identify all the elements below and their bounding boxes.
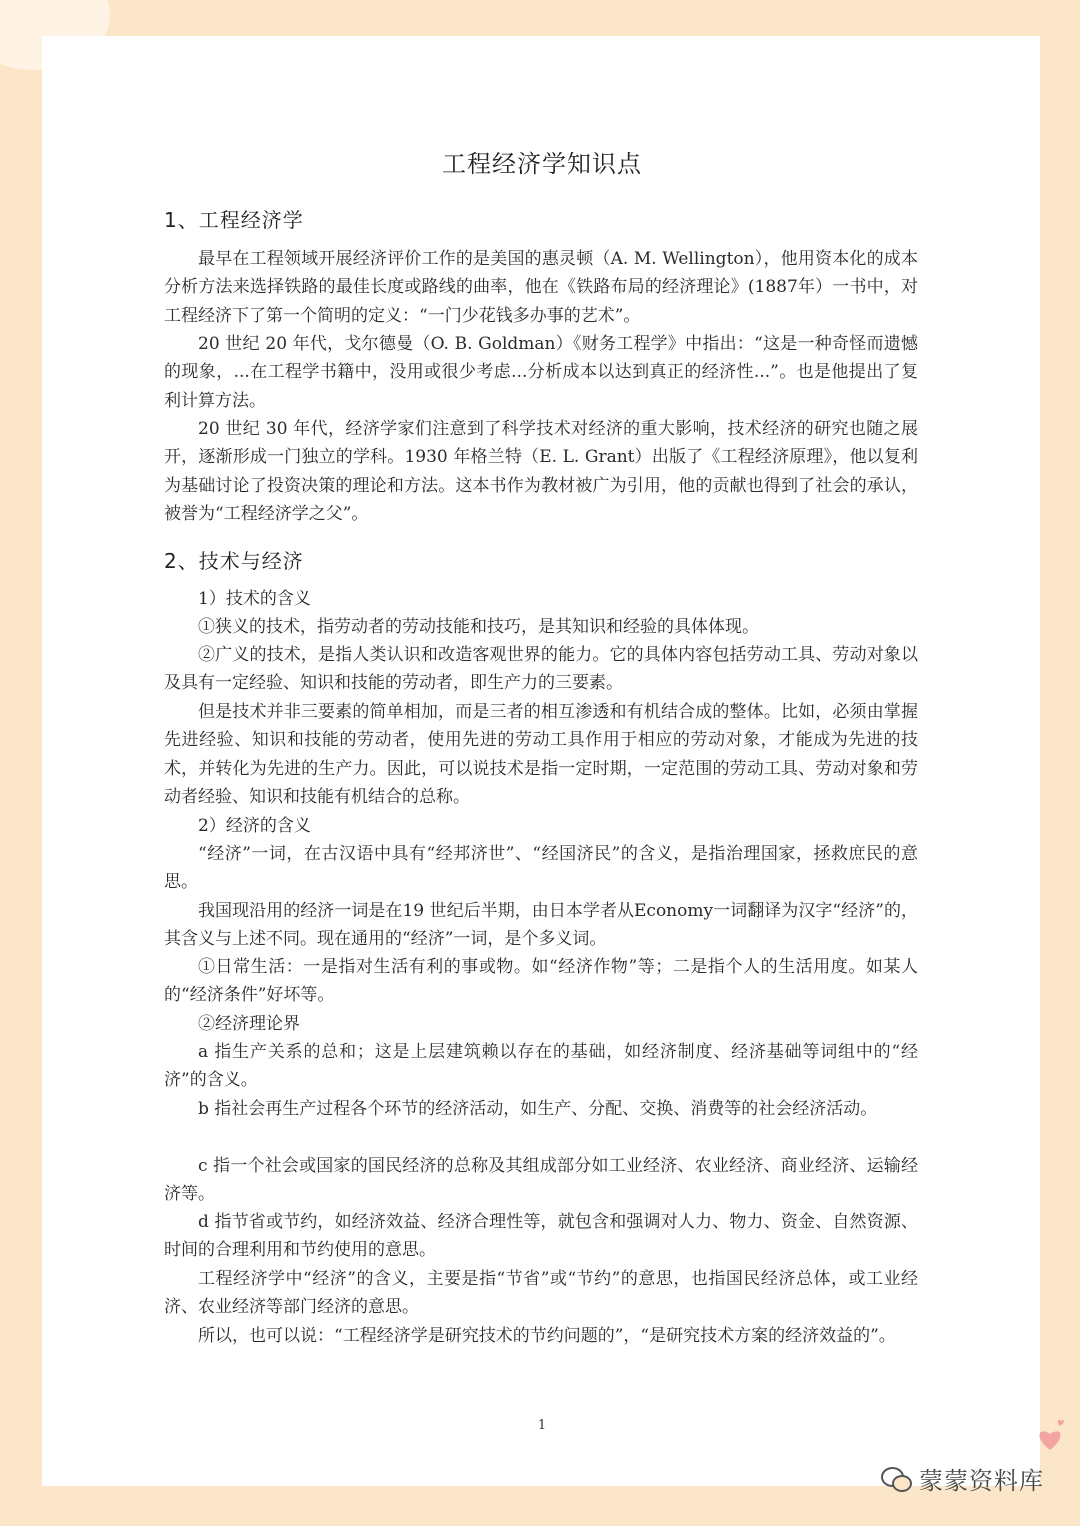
paragraph: d 指节省或节约，如经济效益、经济合理性等，就包含和强调对人力、物力、资金、自然资源、时间的合理利用和节约使用的意思。 xyxy=(164,1212,918,1261)
section-heading-1: 1、工程经济学 xyxy=(164,208,304,232)
paragraph: c 指一个社会或国家的国民经济的总称及其组成部分如工业经济、农业经济、商业经济、运输经济等。 xyxy=(164,1156,918,1205)
page-number: 1 xyxy=(537,1418,547,1433)
paragraph: 20 世纪 30 年代，经济学家们注意到了科学技术对经济的重大影响，技术经济的研究也随之展开，逐渐形成一门独立的学科。1930 年格兰特（E. L. Grant）出版了《工程经济原理》，他以复利为基础讨论了投资决策的理论和方法。这本书作为教材被广为引用，他的贡献也得到了社会的承认，被誉为“工程经济学之父”。 xyxy=(164,419,918,524)
wechat-icon xyxy=(881,1467,911,1491)
paragraph: a 指生产关系的总和；这是上层建筑赖以存在的基础，如经济制度、经济基础等词组中的“经济”的含义。 xyxy=(164,1042,918,1091)
section-heading-2: 2、技术与经济 xyxy=(164,549,304,573)
paragraph: 但是技术并非三要素的简单相加，而是三者的相互渗透和有机结合成的整体。比如，必须由掌握先进经验、知识和技能的劳动者，使用先进的劳动工具作用于相应的劳动对象，才能成为先进的技术，并转化为先进的生产力。因此，可以说技术是指一定时期，一定范围的劳动工具、劳动对象和劳动者经验、知识和技能有机结合的总称。 xyxy=(164,702,918,807)
document-title: 工程经济学知识点 xyxy=(442,150,642,178)
paragraph: 工程经济学中“经济”的含义，主要是指“节省”或“节约”的意思，也指国民经济总体，或工业经济、农业经济等部门经济的意思。 xyxy=(164,1269,918,1318)
paragraph: ①日常生活：一是指对生活有利的事或物。如“经济作物”等；二是指个人的生活用度。如某人的“经济条件”好坏等。 xyxy=(164,957,918,1006)
paragraph: 我国现沿用的经济一词是在19 世纪后半期，由日本学者从Economy一词翻译为汉字“经济”的，其含义与上述不同。现在通用的“经济”一词，是个多义词。 xyxy=(164,901,918,950)
watermark-text: 蒙蒙资料库 xyxy=(919,1467,1044,1495)
subheading: ②经济理论界 xyxy=(198,1014,300,1034)
paragraph: 20 世纪 20 年代，戈尔德曼（O. B. Goldman）《财务工程学》中指出：“这是一种奇怪而遗憾的现象，...在工程学书籍中，没用或很少考虑...分析成本以达到真正的经济性...”。也是他提出了复利计算方法。 xyxy=(164,334,918,411)
subheading: 2）经济的含义 xyxy=(198,816,311,836)
paragraph: ①狭义的技术，指劳动者的劳动技能和技巧，是其知识和经验的具体体现。 xyxy=(198,617,759,637)
subheading: 1）技术的含义 xyxy=(198,589,311,609)
paragraph: b 指社会再生产过程各个环节的经济活动，如生产、分配、交换、消费等的社会经济活动。 xyxy=(198,1099,878,1119)
paragraph: 最早在工程领域开展经济评价工作的是美国的惠灵顿（A. M. Wellington），他用资本化的成本分析方法来选择铁路的最佳长度或路线的曲率，他在《铁路布局的经济理论》(1887年）一书中，对工程经济下了第一个简明的定义：“一门少花钱多办事的艺术”。 xyxy=(164,249,918,326)
document-page xyxy=(42,36,1040,1486)
watermark xyxy=(881,1461,1044,1496)
paragraph: 所以，也可以说：“工程经济学是研究技术的节约问题的”，“是研究技术方案的经济效益的”。 xyxy=(198,1326,896,1346)
paragraph: “经济”一词，在古汉语中具有“经邦济世”、“经国济民”的含义，是指治理国家，拯救庶民的意思。 xyxy=(164,844,918,893)
heart-decoration-icon xyxy=(1030,1416,1070,1456)
paragraph: ②广义的技术，是指人类认识和改造客观世界的能力。它的具体内容包括劳动工具、劳动对象以及具有一定经验、知识和技能的劳动者，即生产力的三要素。 xyxy=(164,645,918,694)
